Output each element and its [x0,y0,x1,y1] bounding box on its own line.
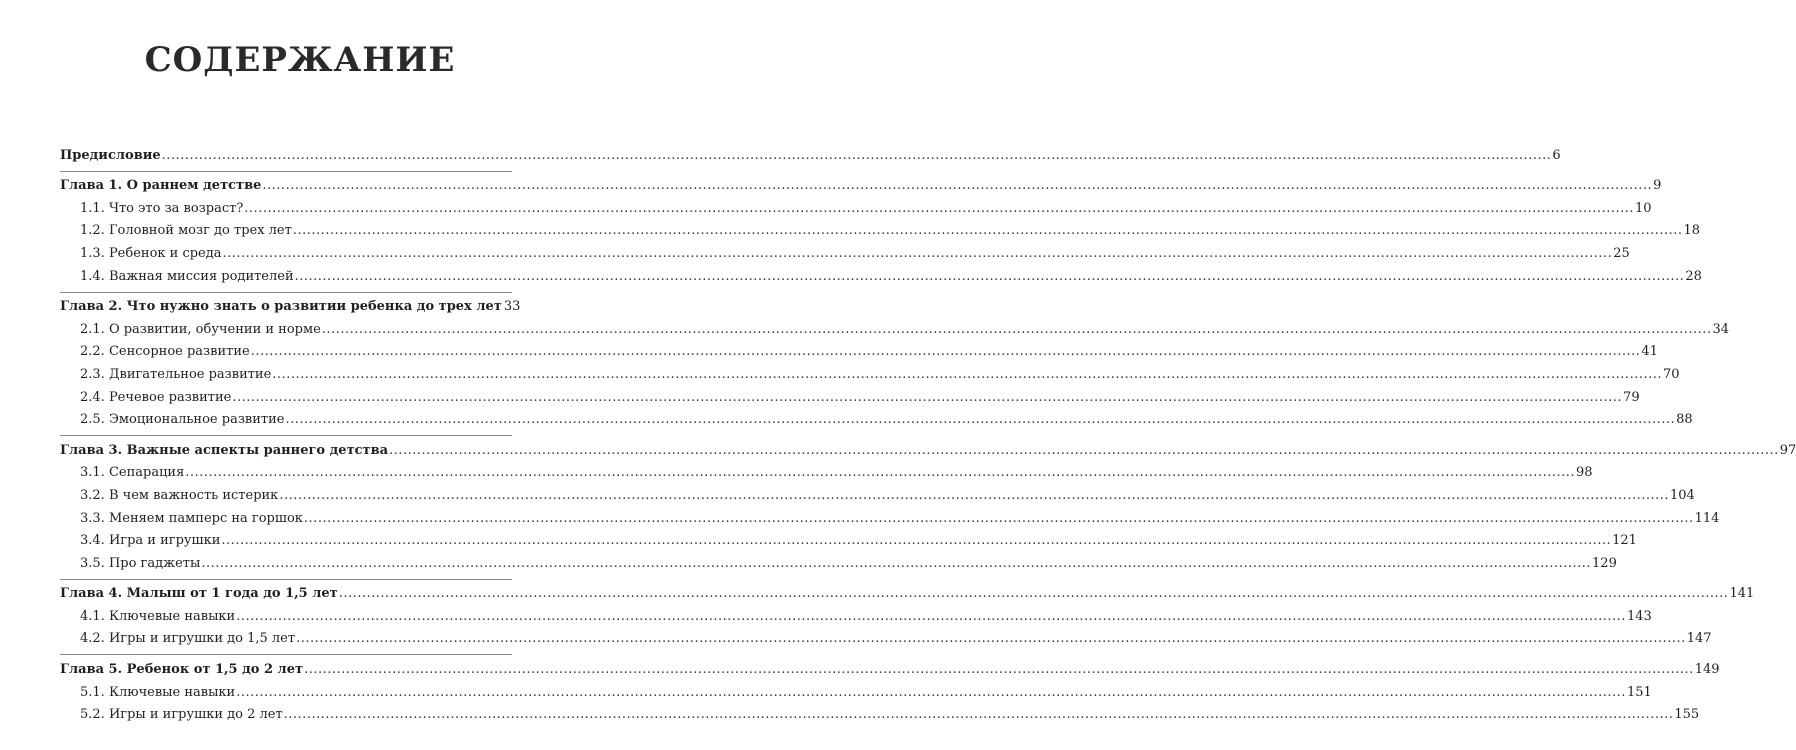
toc-section-entry[interactable] [60,407,1693,430]
page-title: СОДЕРЖАНИЕ [144,40,456,80]
section-divider [60,292,512,293]
toc-page-number: 104 [1670,487,1695,503]
toc-section-entry[interactable] [60,482,1695,505]
toc-entry-label: Глава 4. Малыш от 1 года до 1,5 лет [60,586,338,602]
toc-page-number: 10 [1635,200,1652,216]
toc-chapter-entry[interactable] [60,581,1755,604]
dot-leader: ............................................................................................................................................................................................................................................................................................................ [304,662,1694,678]
section-divider [60,654,512,655]
dot-leader: ............................................................................................................................................................................................................................................................................................................ [296,631,1686,647]
toc-page-number: 33 [503,299,521,315]
toc-entry-label: Глава 1. О раннем детстве [60,178,262,194]
toc-section-entry[interactable] [60,361,1680,384]
dot-leader: ............................................................................................................................................................................................................................................................................................................ [389,442,1779,458]
dot-leader: ............................................................................................................................................................................................................................................................................................................ [236,608,1626,624]
toc-section-entry[interactable] [60,550,1617,573]
toc-entry-label: 3.2. В чем важность истерик [80,487,279,503]
toc-section-entry[interactable] [60,316,1730,339]
table-of-contents [60,142,1796,724]
toc-page-number: 98 [1576,465,1593,481]
dot-leader: ............................................................................................................................................................................................................................................................................................................ [221,533,1612,549]
section-divider [60,171,512,172]
dot-leader: ............................................................................................................................................................................................................................................................................................................ [279,487,1670,503]
toc-page-number: 143 [1626,608,1652,624]
toc-entry-label: 2.2. Сенсорное развитие [80,344,250,360]
dot-leader: ............................................................................................................................................................................................................................................................................................................ [222,245,1613,261]
dot-leader: ............................................................................................................................................................................................................................................................................................................ [303,510,1694,526]
toc-section-entry[interactable] [60,528,1637,551]
toc-section-entry[interactable] [60,218,1701,241]
toc-page-number: 28 [1685,268,1702,284]
toc-section-entry[interactable] [60,505,1720,528]
toc-page-number: 79 [1623,389,1640,405]
toc-entry-label: 4.1. Ключевые навыки [80,608,236,624]
toc-page-number: 155 [1674,707,1700,723]
toc-page-number: 6 [1552,147,1561,163]
toc-chapter-entry[interactable] [60,656,1720,679]
toc-section-entry[interactable] [60,263,1702,286]
toc-section-entry[interactable] [60,626,1712,649]
toc-section-entry[interactable] [60,702,1700,725]
toc-section-entry[interactable] [60,603,1652,626]
toc-entry-label: 2.5. Эмоциональное развитие [80,412,285,428]
toc-page-number: 97 [1779,442,1796,458]
section-divider [60,579,512,580]
toc-entry-label: Глава 5. Ребенок от 1,5 до 2 лет [60,662,304,678]
toc-entry-label: 2.4. Речевое развитие [80,389,232,405]
toc-page-number: 9 [1653,178,1662,194]
dot-leader: ............................................................................................................................................................................................................................................................................................................ [294,268,1685,284]
dot-leader: ............................................................................................................................................................................................................................................................................................................ [321,321,1712,337]
toc-page-number: 88 [1676,412,1693,428]
toc-page-number: 147 [1686,631,1712,647]
dot-leader: ............................................................................................................................................................................................................................................................................................................ [283,707,1674,723]
toc-page-number: 151 [1626,684,1652,700]
toc-entry-label: 4.2. Игры и игрушки до 1,5 лет [80,631,296,647]
toc-page-number: 149 [1694,662,1720,678]
toc-entry-label: 1.4. Важная миссия родителей [80,268,294,284]
toc-entry-label: 3.5. Про гаджеты [80,555,201,571]
toc-section-entry[interactable] [60,384,1640,407]
dot-leader: ............................................................................................................................................................................................................................................................................................................ [292,223,1683,239]
toc-page-number: 70 [1663,366,1680,382]
dot-leader: ............................................................................................................................................................................................................................................................................................................ [232,389,1623,405]
dot-leader: ............................................................................................................................................................................................................................................................................................................ [244,200,1634,216]
dot-leader: ............................................................................................................................................................................................................................................................................................................ [338,586,1729,602]
toc-chapter-entry[interactable] [60,173,1662,196]
dot-leader: ............................................................................................................................................................................................................................................................................................................ [185,465,1575,481]
toc-section-entry[interactable] [60,460,1593,483]
toc-page-number: 18 [1683,223,1701,239]
dot-leader: ............................................................................................................................................................................................................................................................................................................ [272,366,1662,382]
toc-page-number: 121 [1612,533,1637,549]
dot-leader: ............................................................................................................................................................................................................................................................................................................ [236,684,1626,700]
toc-chapter-entry[interactable] [60,294,521,317]
toc-entry-label: 5.2. Игры и игрушки до 2 лет [80,707,283,723]
toc-entry-label: 2.1. О развитии, обучении и норме [80,321,321,337]
toc-page-number: 41 [1641,344,1658,360]
toc-entry-label: 3.3. Меняем памперс на горшок [80,510,303,526]
toc-page-number: 129 [1592,555,1617,571]
dot-leader: ............................................................................................................................................................................................................................................................................................................ [250,344,1641,360]
toc-section-entry[interactable] [60,195,1652,218]
toc-entry-label: Предисловие [60,147,161,163]
toc-section-entry[interactable] [60,339,1658,362]
dot-leader: ............................................................................................................................................................................................................................................................................................................ [262,178,1653,194]
toc-entry-label: 1.1. Что это за возраст? [80,200,244,216]
toc-chapter-entry[interactable] [60,437,1796,460]
toc-entry-label: Глава 2. Что нужно знать о развитии ребенка до трех лет [60,299,502,315]
toc-entry-label: 2.3. Двигательное развитие [80,366,272,382]
toc-section-entry[interactable] [60,240,1630,263]
dot-leader: ............................................................................................................................................................................................................................................................................................................ [161,147,1552,163]
toc-entry-label: 3.4. Игра и игрушки [80,533,221,549]
toc-entry-label: Глава 3. Важные аспекты раннего детства [60,442,389,458]
dot-leader: ............................................................................................................................................................................................................................................................................................................ [201,555,1592,571]
toc-entry-label: 1.3. Ребенок и среда [80,245,222,261]
toc-entry-label: 5.1. Ключевые навыки [80,684,236,700]
toc-chapter-entry[interactable] [60,142,1561,165]
dot-leader: ............................................................................................................................................................................................................................................................................................................ [285,412,1676,428]
toc-page-number: 25 [1613,245,1630,261]
toc-entry-label: 3.1. Сепарация [80,465,185,481]
section-divider [60,435,512,436]
toc-entry-label: 1.2. Головной мозг до трех лет [80,223,292,239]
toc-page-number: 34 [1712,321,1730,337]
toc-page-number: 141 [1729,586,1755,602]
toc-section-entry[interactable] [60,679,1652,702]
toc-page-number: 114 [1694,510,1720,526]
